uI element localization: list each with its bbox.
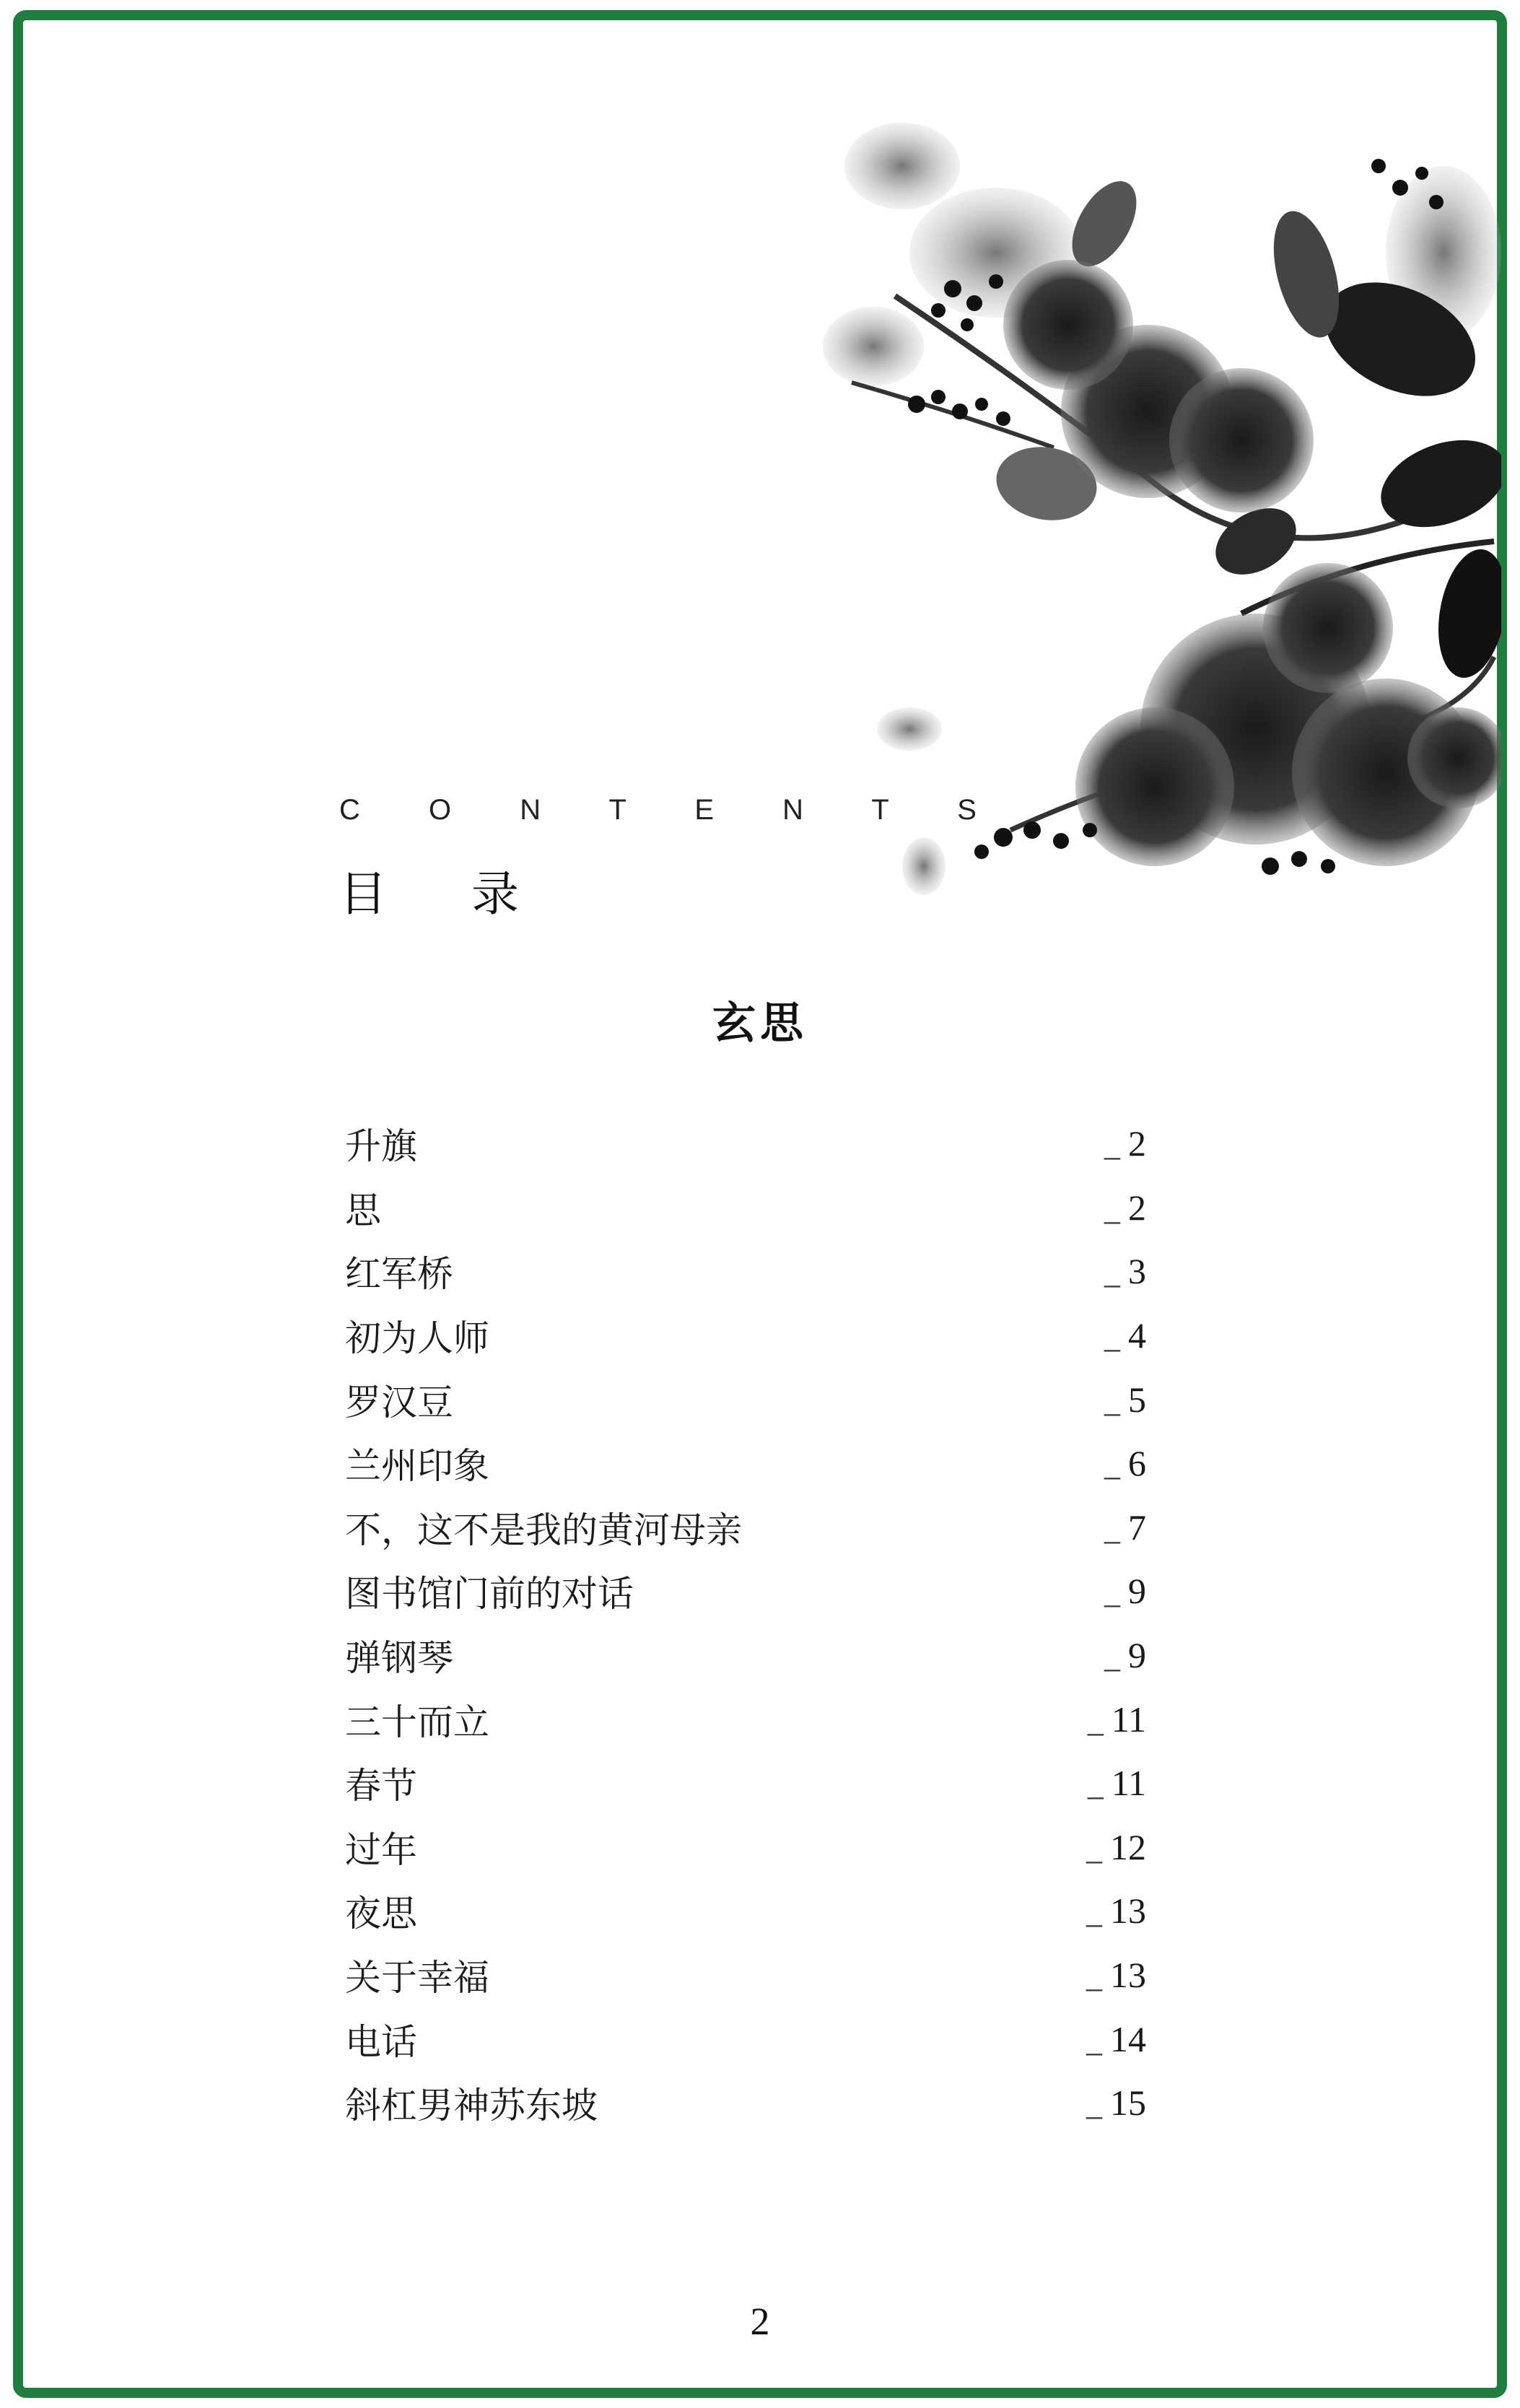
toc-entry-title: 弹钢琴 bbox=[345, 1637, 453, 1680]
toc-entry[interactable] bbox=[345, 1431, 1146, 1496]
toc-entry[interactable] bbox=[345, 1496, 1146, 1560]
toc-entry-page: _ 2 bbox=[1104, 1122, 1146, 1164]
toc-entry-title: 斜杠男神苏东坡 bbox=[345, 2085, 598, 2127]
toc-entry-page: _ 11 bbox=[1088, 1698, 1146, 1740]
toc-entry[interactable] bbox=[345, 1815, 1146, 1880]
toc-entry-title: 红军桥 bbox=[345, 1253, 453, 1296]
table-of-contents bbox=[345, 1112, 1146, 2135]
toc-entry[interactable] bbox=[345, 1751, 1146, 1815]
toc-entry[interactable] bbox=[345, 1623, 1146, 1688]
toc-entry-page: _ 13 bbox=[1086, 1890, 1146, 1932]
toc-entry[interactable] bbox=[345, 1559, 1146, 1623]
toc-entry-page: _ 4 bbox=[1104, 1314, 1146, 1356]
toc-entry[interactable] bbox=[345, 1367, 1146, 1431]
toc-entry-page: _ 6 bbox=[1104, 1442, 1146, 1484]
section-title: 玄思 bbox=[712, 998, 808, 1049]
toc-entry-title: 电话 bbox=[345, 2020, 417, 2063]
toc-entry-page: _ 12 bbox=[1086, 1826, 1146, 1868]
toc-entry-title: 升旗 bbox=[345, 1125, 417, 1168]
toc-entry[interactable] bbox=[345, 1239, 1146, 1304]
toc-entry-page: _ 3 bbox=[1104, 1250, 1146, 1292]
toc-entry-title: 初为人师 bbox=[345, 1317, 489, 1360]
toc-entry[interactable] bbox=[345, 2071, 1146, 2135]
toc-entry-page: _ 14 bbox=[1086, 2018, 1146, 2060]
toc-entry[interactable] bbox=[345, 1112, 1146, 1176]
toc-entry-page: _ 5 bbox=[1104, 1379, 1146, 1421]
toc-entry-page: _ 15 bbox=[1086, 2082, 1146, 2124]
ink-flower-illustration bbox=[808, 108, 1501, 974]
toc-entry[interactable] bbox=[345, 2007, 1146, 2071]
toc-entry-page: _ 9 bbox=[1104, 1570, 1146, 1612]
contents-heading: 目 录 bbox=[339, 866, 554, 922]
toc-entry-page: _ 9 bbox=[1104, 1634, 1146, 1676]
page-number: 2 bbox=[750, 2300, 770, 2343]
toc-entry-title: 夜思 bbox=[345, 1893, 417, 1935]
toc-entry-title: 关于幸福 bbox=[345, 1957, 489, 1999]
toc-entry-title: 春节 bbox=[345, 1765, 417, 1807]
toc-entry-title: 三十而立 bbox=[345, 1701, 489, 1743]
toc-entry[interactable] bbox=[345, 1687, 1146, 1751]
toc-entry[interactable] bbox=[345, 1176, 1146, 1240]
toc-entry-title: 思 bbox=[345, 1189, 381, 1231]
contents-label: C O N T E N T S bbox=[339, 794, 1007, 826]
toc-entry-page: _ 13 bbox=[1086, 1954, 1146, 1996]
toc-entry[interactable] bbox=[345, 1304, 1146, 1368]
toc-entry-title: 不，这不是我的黄河母亲 bbox=[345, 1509, 742, 1551]
toc-entry-page: _ 7 bbox=[1104, 1506, 1146, 1548]
toc-entry-title: 图书馆门前的对话 bbox=[345, 1573, 634, 1615]
toc-entry[interactable] bbox=[345, 1943, 1146, 2007]
toc-entry-title: 罗汉豆 bbox=[345, 1381, 453, 1423]
toc-entry-page: _ 2 bbox=[1104, 1187, 1146, 1229]
toc-entry[interactable] bbox=[345, 1879, 1146, 1943]
toc-entry-page: _ 11 bbox=[1088, 1762, 1146, 1804]
toc-entry-title: 过年 bbox=[345, 1828, 417, 1871]
toc-entry-title: 兰州印象 bbox=[345, 1445, 489, 1488]
